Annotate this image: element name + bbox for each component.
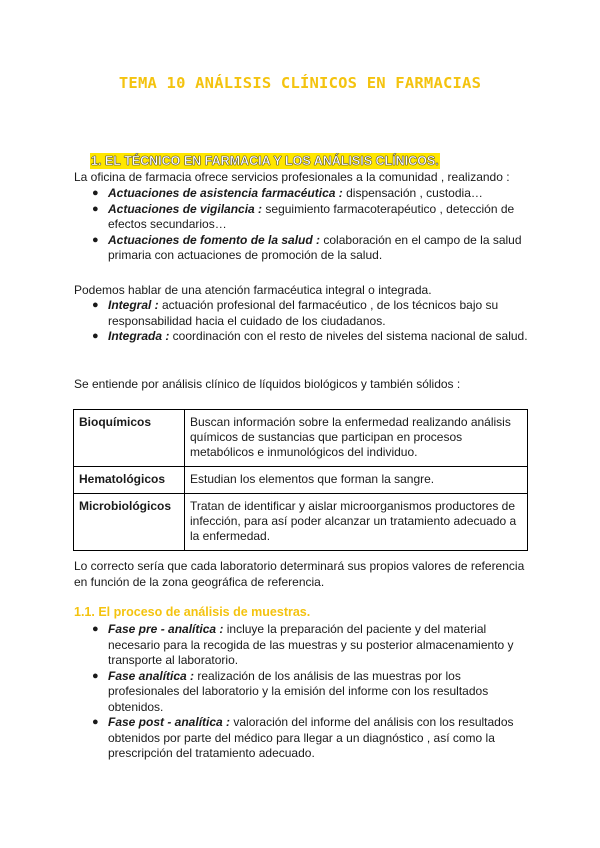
list-item-term: Fase pre - analítica : — [108, 622, 224, 636]
bullet-icon: ● — [92, 187, 99, 199]
list-item-term: Actuaciones de fomento de la salud : — [108, 232, 321, 247]
table-cell-key: Bioquímicos — [74, 410, 185, 467]
table-cell-value: Estudian los elementos que forman la sangre. — [185, 467, 528, 494]
list-item — [92, 233, 534, 264]
list-item — [92, 622, 534, 669]
list-item-desc: seguimiento farmacoterapéutico , detección de efectos secundarios… — [108, 201, 515, 231]
section-heading-1-text: 1. EL TÉCNICO EN FARMACIA Y LOS ANÁLISIS CLÍNICOS. — [91, 154, 439, 168]
bullet-icon: ● — [92, 669, 99, 682]
actuaciones-list — [92, 186, 534, 264]
list-item — [92, 669, 534, 716]
list-item-desc: colaboración en el campo de la salud primaria con actuaciones de promoción de la salud. — [108, 232, 522, 262]
analisis-table — [73, 409, 528, 551]
bullet-icon: ● — [92, 623, 99, 635]
document-title: TEMA 10 ANÁLISIS CLÍNICOS EN FARMACIAS — [118, 74, 482, 92]
analisis-paragraph: Se entiende por análisis clínico de líquidos biológicos y también sólidos : — [74, 377, 461, 391]
atencion-paragraph: Podemos hablar de una atención farmacéutica integral o integrada. — [74, 283, 432, 297]
list-item-term: Actuaciones de vigilancia : — [108, 201, 263, 216]
list-item-desc: dispensación , custodia… — [342, 186, 483, 200]
table-cell-key: Hematológicos — [74, 467, 185, 494]
list-item-desc: actuación profesional del farmacéutico , de los técnicos bajo su responsabilidad hacia el cuidado de los ciudadanos. — [108, 298, 499, 328]
list-item-term: Actuaciones de asistencia farmacéutica : — [108, 186, 343, 200]
list-item-term: Fase analítica : — [108, 668, 195, 683]
list-item — [92, 298, 534, 329]
table-cell-value: Buscan información sobre la enfermedad realizando análisis químicos de sustancias que participan en procesos metabólicos e inmunológicos del individuo. — [185, 410, 528, 467]
list-item — [92, 715, 534, 762]
bullet-icon: ● — [92, 716, 99, 728]
atencion-list — [92, 298, 534, 345]
list-item — [92, 186, 534, 202]
bullet-icon: ● — [92, 202, 99, 215]
table-row — [74, 494, 528, 551]
list-item-desc: valoración del informe del análisis con los resultados obtenidos por parte del médico para llegar a un diagnóstico , así como la prescripción del tratamiento adecuado. — [108, 715, 514, 760]
list-item — [92, 202, 534, 233]
list-item — [92, 329, 534, 345]
table-cell-value: Tratan de identificar y aislar microorganismos productores de infección, para así poder alcanzar un tratamiento adecuado a la enfermedad. — [185, 494, 528, 551]
table-row — [74, 467, 528, 494]
section-heading-1-1: 1.1. El proceso de análisis de muestras. — [74, 605, 311, 619]
list-item-desc: realización de los análisis de las muestras por los profesionales del laboratorio y la emisión del informe con los resultados obtenidos. — [108, 668, 489, 714]
table-cell-key: Microbiológicos — [74, 494, 185, 551]
section-heading-1 — [90, 153, 440, 169]
list-item-desc: coordinación con el resto de niveles del sistema nacional de salud. — [169, 329, 528, 343]
list-item-term: Integral : — [108, 298, 159, 312]
fases-list — [92, 622, 534, 762]
referencia-paragraph: Lo correcto sería que cada laboratorio determinará sus propios valores de referencia en función de la zona geográfica de referencia. — [74, 559, 525, 589]
list-item-term: Fase post - analítica : — [108, 715, 231, 729]
list-item-desc: incluye la preparación del paciente y del material necesario para la recogida de las muestras y su posterior almacenamiento y transporte al laboratorio. — [108, 622, 514, 667]
intro-paragraph: La oficina de farmacia ofrece servicios profesionales a la comunidad , realizando : — [74, 170, 510, 184]
list-item-term: Integrada : — [108, 329, 170, 343]
bullet-icon: ● — [92, 299, 99, 311]
bullet-icon: ● — [92, 330, 99, 342]
table-row — [74, 410, 528, 467]
bullet-icon: ● — [92, 233, 99, 246]
